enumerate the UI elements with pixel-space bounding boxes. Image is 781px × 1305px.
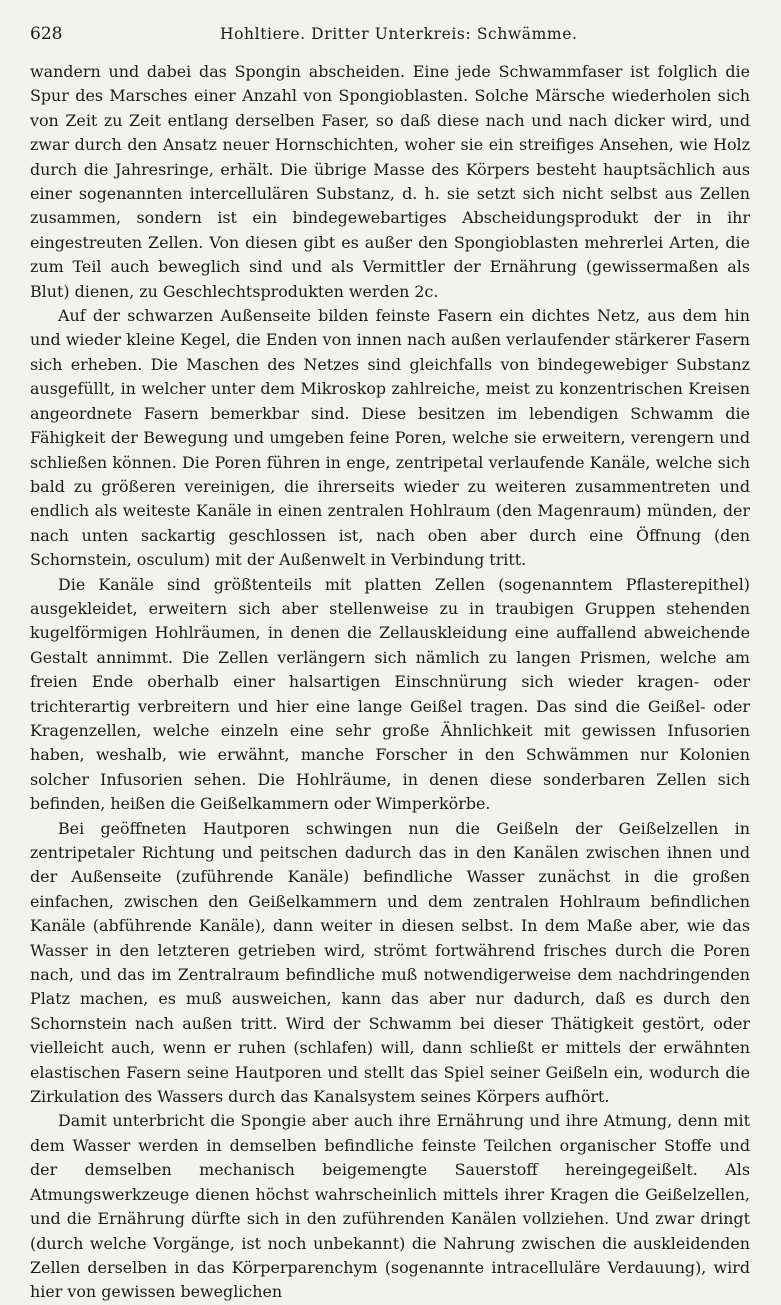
- page-header: [30, 24, 750, 58]
- running-head: Hohltiere. Dritter Unterkreis: Schwämme.: [220, 25, 578, 43]
- paragraph-1: wandern und dabei das Spongin abscheiden. Eine jede Schwammfaser ist folglich die Spur des Marsches einer Anzahl von Spongioblasten. Solche Märsche wiederholen sich von Zeit zu Zeit entlang derselben Faser, so daß diese nach und nach dicker wird, und zwar durch den Ansatz neuer Hornschichten, woher sie ein streifiges Ansehen, wie Holz durch die Jahresringe, erhält. Die übrige Masse des Körpers besteht hauptsächlich aus einer sogenannten intercellulären Substanz, d. h. sie setzt sich nicht selbst aus Zellen zusammen, sondern ist ein bindegewebartiges Abscheidungsprodukt der in ihr eingestreuten Zellen. Von diesen gibt es außer den Spongioblasten mehrerlei Arten, die zum Teil auch beweglich sind und als Vermittler der Ernährung (gewissermaßen als Blut) dienen, zu Geschlechtsprodukten werden 2c.: [30, 62, 750, 301]
- paragraph-3: Die Kanäle sind größtenteils mit platten Zellen (sogenanntem Pflasterepithel) ausgekleidet, erweitern sich aber stellenweise zu in traubigen Gruppen stehenden kugelförmigen Hohlräumen, in denen die Zellauskleidung eine auffallend abweichende Gestalt annimmt. Die Zellen verlängern sich nämlich zu langen Prismen, welche am freien Ende oberhalb einer halsartigen Einschnürung sich wieder kragen- oder trichterartig verbreitern und hier eine lange Geißel tragen. Das sind die Geißel- oder Kragenzellen, welche einzeln eine sehr große Ähnlichkeit mit gewissen Infusorien haben, weshalb, wie erwähnt, manche Forscher in den Schwämmen nur Kolonien solcher Infusorien sehen. Die Hohlräume, in denen diese sonderbaren Zellen sich befinden, heißen die Geißelkammern oder Wimperkörbe.: [30, 574, 750, 814]
- page-number: 628: [30, 24, 63, 44]
- body-text: [30, 60, 750, 1305]
- paragraph-2: Auf der schwarzen Außenseite bilden feinste Fasern ein dichtes Netz, aus dem hin und wieder kleine Kegel, die Enden von innen nach außen verlaufender stärkerer Fasern sich erheben. Die Maschen des Netzes sind gleichfalls von bindegewebiger Substanz ausgefüllt, in welcher unter dem Mikroskop zahlreiche, meist zu konzentrischen Kreisen angeordnete Fasern bemerkbar sind. Diese besitzen im lebendigen Schwamm die Fähigkeit der Bewegung und umgeben feine Poren, welche sie erweitern, verengern und schließen können. Die Poren führen in enge, zentripetal verlaufende Kanäle, welche sich bald zu größeren vereinigen, die ihrerseits wieder zu weiteren zusammentreten und endlich als weiteste Kanäle in einen zentralen Hohlraum (den Magenraum) münden, der nach unten sackartig geschlossen ist, nach oben aber durch eine Öffnung (den Schornstein, osculum) mit der Außenwelt in Verbindung tritt.: [30, 306, 750, 570]
- paragraph-5: Damit unterbricht die Spongie aber auch ihre Ernährung und ihre Atmung, denn mit dem Wasser werden in demselben befindliche feinste Teilchen organischer Stoffe und der demselben mechanisch beigemengte Sauerstoff hereingegeißelt. Als Atmungswerkzeuge dienen höchst wahrscheinlich mittels ihrer Kragen die Geißelzellen, und die Ernährung dürfte sich in den zuführenden Kanälen vollziehen. Und zwar dringt (durch welche Vorgänge, ist noch unbekannt) die Nahrung zwischen die auskleidenden Zellen derselben in das Körperparenchym (sogenannte intracelluläre Verdauung), wird hier von gewissen beweglichen: [30, 1111, 750, 1302]
- paragraph-4: Bei geöffneten Hautporen schwingen nun die Geißeln der Geißelzellen in zentripetaler Richtung und peitschen dadurch das in den Kanälen zwischen ihnen und der Außenseite (zuführende Kanäle) befindliche Wasser zunächst in die großen einfachen, zwischen den Geißelkammern und dem zentralen Hohlraum befindlichen Kanäle (abführende Kanäle), dann weiter in diesen selbst. In dem Maße aber, wie das Wasser in den letzteren getrieben wird, strömt fortwährend frisches durch die Poren nach, und das im Zentralraum befindliche muß notwendigerweise dem nachdringenden Platz machen, es muß ausweichen, kann das aber nur dadurch, daß es durch den Schornstein nach außen tritt. Wird der Schwamm bei dieser Thätigkeit gestört, oder vielleicht auch, wenn er ruhen (schlafen) will, dann schließt er mittels der erwähnten elastischen Fasern seine Hautporen und stellt das Spiel seiner Geißeln ein, wodurch die Zirkulation des Wassers durch das Kanalsystem seines Körpers aufhört.: [30, 818, 750, 1107]
